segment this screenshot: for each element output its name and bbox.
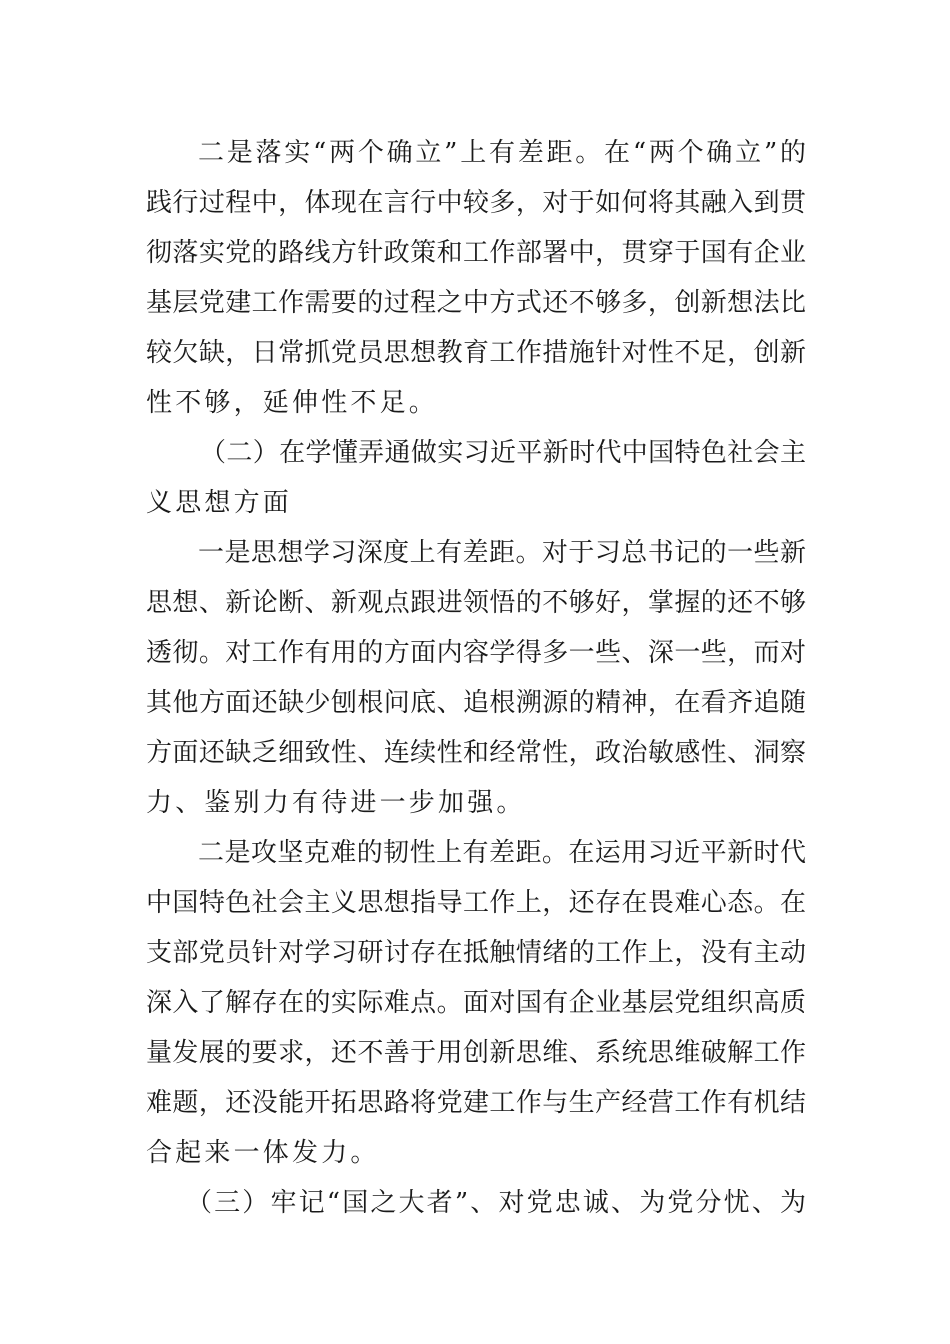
paragraph-line: 性不够，延伸性不足。 (146, 388, 439, 418)
paragraph-line: 透彻。对工作有用的方面内容学得多一些、深一些，而对 (146, 638, 806, 668)
paragraph-line: 二是攻坚克难的韧性上有差距。在运用习近平新时代 (198, 838, 806, 868)
paragraph-line: 支部党员针对学习研讨存在抵触情绪的工作上，没有主动 (146, 938, 806, 968)
section-heading-line: （三）牢记“国之大者”、对党忠诚、为党分忧、为 (186, 1188, 806, 1218)
paragraph-line: 难题，还没能开拓思路将党建工作与生产经营工作有机结 (146, 1088, 806, 1118)
paragraph-line: 方面还缺乏细致性、连续性和经常性，政治敏感性、洞察 (146, 738, 806, 768)
paragraph-line: 较欠缺，日常抓党员思想教育工作措施针对性不足，创新 (146, 338, 806, 368)
paragraph-line: 力、鉴别力有待进一步加强。 (146, 788, 526, 818)
paragraph-line: 一是思想学习深度上有差距。对于习总书记的一些新 (198, 538, 806, 568)
paragraph-line: 合起来一体发力。 (146, 1138, 380, 1168)
paragraph-line: 深入了解存在的实际难点。面对国有企业基层党组织高质 (146, 988, 806, 1018)
paragraph-line: 彻落实党的路线方针政策和工作部署中，贯穿于国有企业 (146, 238, 806, 268)
paragraph-line: 思想、新论断、新观点跟进领悟的不够好，掌握的还不够 (146, 588, 806, 618)
paragraph-line: 其他方面还缺少刨根问底、追根溯源的精神，在看齐追随 (146, 688, 806, 718)
paragraph-line: 中国特色社会主义思想指导工作上，还存在畏难心态。在 (146, 888, 806, 918)
paragraph-line: 基层党建工作需要的过程之中方式还不够多，创新想法比 (146, 288, 806, 318)
paragraph-line: 践行过程中，体现在言行中较多，对于如何将其融入到贯 (146, 188, 806, 218)
paragraph-line: 二是落实“两个确立”上有差距。在“两个确立”的 (198, 138, 806, 168)
section-heading-line: （二）在学懂弄通做实习近平新时代中国特色社会主 (200, 438, 806, 468)
paragraph-line: 量发展的要求，还不善于用创新思维、系统思维破解工作 (146, 1038, 806, 1068)
section-heading-line: 义思想方面 (146, 488, 293, 518)
